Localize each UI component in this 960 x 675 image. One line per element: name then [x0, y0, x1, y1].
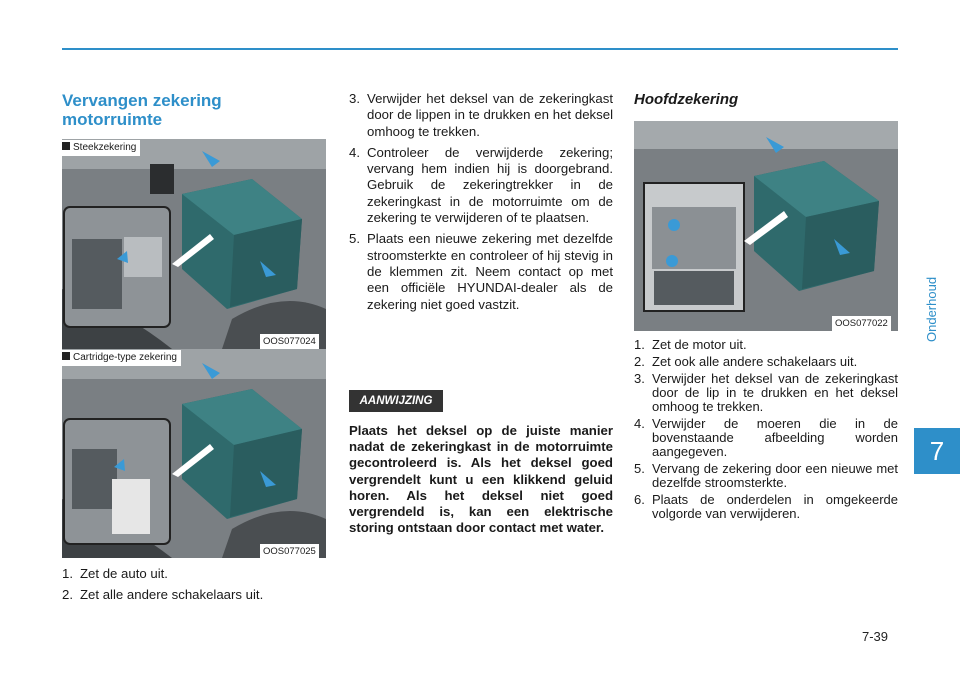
chapter-number: 7: [914, 428, 960, 474]
list-item: 4. Verwijder de moeren die in de bovenstaande afbeelding worden aangegeven.: [634, 416, 898, 459]
section-heading-line2: motorruimte: [62, 110, 163, 129]
section-heading: [62, 91, 222, 129]
right-steps: [634, 338, 898, 524]
figure-1-caption: [62, 140, 140, 156]
chapter-label: Onderhoud: [924, 276, 939, 342]
fuse-box-illustration: [634, 121, 898, 331]
figure-3-code: OOS077022: [832, 316, 891, 331]
figure-blade-fuse: [62, 139, 326, 349]
main-fuse-heading: Hoofdzekering: [634, 91, 739, 108]
bullet-square-icon: [62, 352, 70, 360]
figure-1-caption-text: Steekzekering: [73, 142, 137, 153]
list-item: 5. Vervang de zekering door een nieuwe met dezelfde stroomsterkte.: [634, 461, 898, 490]
list-item: 5. Plaats een nieuwe zekering met dezelfde stroomsterkte en controleer of hij stevig in de klemmen zit. Neem contact op met een officiële HYUNDAI-dealer als de zekering niet goed vastzit.: [349, 231, 613, 312]
list-item: 4. Controleer de verwijderde zekering; vervang hem indien hij is doorgebrand. Gebruik de zekeringtrekker in de zekeringkast in de motorruimte om de zekering te verwijderen of te plaatsen.: [349, 144, 613, 226]
engine-bay-illustration: [62, 349, 326, 558]
section-heading-line1: Vervangen zekering: [62, 91, 222, 110]
list-item: 3. Verwijder het deksel van de zekeringkast door de lip in te drukken en het deksel omhoog te trekken.: [634, 371, 898, 414]
page-number: 7-39: [862, 629, 889, 644]
figure-2-code: OOS077025: [260, 544, 319, 559]
list-item: 6. Plaats de onderdelen in omgekeerde volgorde van verwijderen.: [634, 492, 898, 521]
figure-2-caption: [62, 350, 181, 366]
left-steps: [62, 566, 326, 609]
bullet-square-icon: [62, 142, 70, 150]
middle-steps: [349, 91, 613, 318]
list-item: 1. Zet de auto uit.: [62, 566, 168, 581]
figure-1-code: OOS077024: [260, 334, 319, 349]
engine-bay-illustration: [62, 139, 326, 349]
figure-2-caption-text: Cartridge-type zekering: [73, 352, 177, 363]
figure-main-fuse: [634, 121, 898, 331]
list-item: 3. Verwijder het deksel van de zekeringkast door de lippen in te drukken en het deksel omhoog te trekken.: [349, 91, 613, 139]
notice-text: Plaats het deksel op de juiste manier nadat de zekeringkast in de motorruimte gecontroleerd is. Als het deksel goed vergrendelt kunt u een klikkend geluid horen. Als het deksel niet goed vergrendeld is, kan een elektrische storing ontstaan door contact met water.: [349, 423, 613, 536]
list-item: 2. Zet ook alle andere schakelaars uit.: [634, 354, 858, 369]
top-divider: [62, 48, 898, 50]
figure-cartridge-fuse: [62, 349, 326, 558]
notice-badge: AANWIJZING: [349, 390, 443, 412]
list-item: 1. Zet de motor uit.: [634, 337, 747, 352]
list-item: 2. Zet alle andere schakelaars uit.: [62, 587, 264, 603]
